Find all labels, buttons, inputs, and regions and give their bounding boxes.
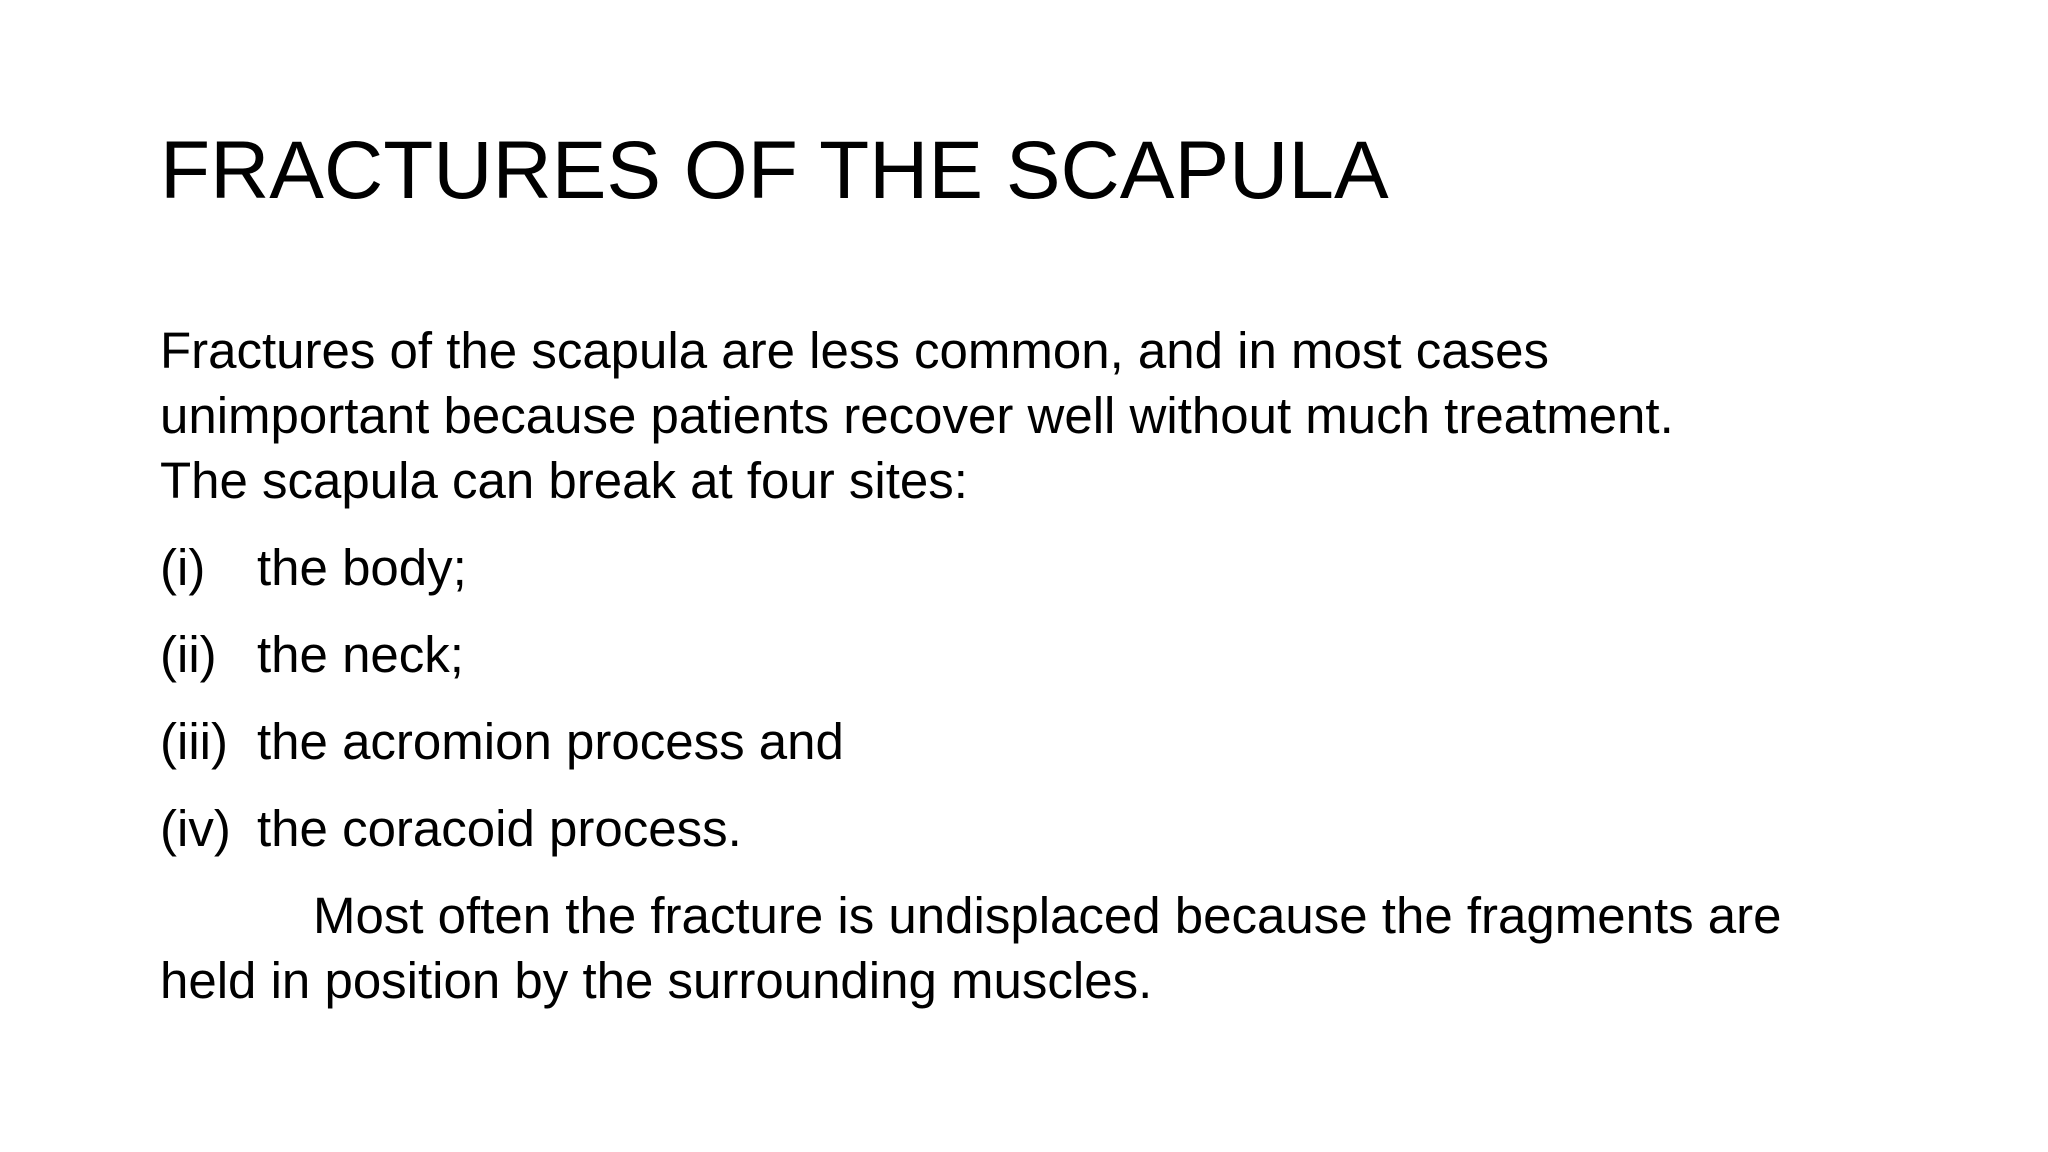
intro-line: The scapula can break at four sites: <box>160 452 968 509</box>
list-item-text: the acromion process and <box>257 713 844 770</box>
list-item-text: the neck; <box>257 626 464 683</box>
list-item <box>160 535 1920 600</box>
list-marker: (iii) <box>160 713 228 770</box>
list-marker: (ii) <box>160 626 217 683</box>
list-item-text: the body; <box>257 539 467 596</box>
list-item <box>160 709 1920 774</box>
intro-line: Fractures of the scapula are less common, and in most cases <box>160 322 1549 379</box>
closing-line: held in position by the surrounding muscles. <box>160 952 1153 1009</box>
list-item-text: the coracoid process. <box>257 800 742 857</box>
intro-paragraph <box>160 318 1920 513</box>
list-marker: (iv) <box>160 800 231 857</box>
list-item <box>160 796 1920 861</box>
fracture-sites-list <box>160 535 1920 861</box>
list-item <box>160 622 1920 687</box>
slide-title: FRACTURES OF THE SCAPULA <box>160 125 1389 216</box>
slide-body <box>160 318 1920 1013</box>
closing-line: Most often the fracture is undisplaced because the fragments are <box>313 887 1782 944</box>
closing-paragraph <box>160 883 1920 1013</box>
list-marker: (i) <box>160 539 206 596</box>
intro-line: unimportant because patients recover well without much treatment. <box>160 387 1674 444</box>
